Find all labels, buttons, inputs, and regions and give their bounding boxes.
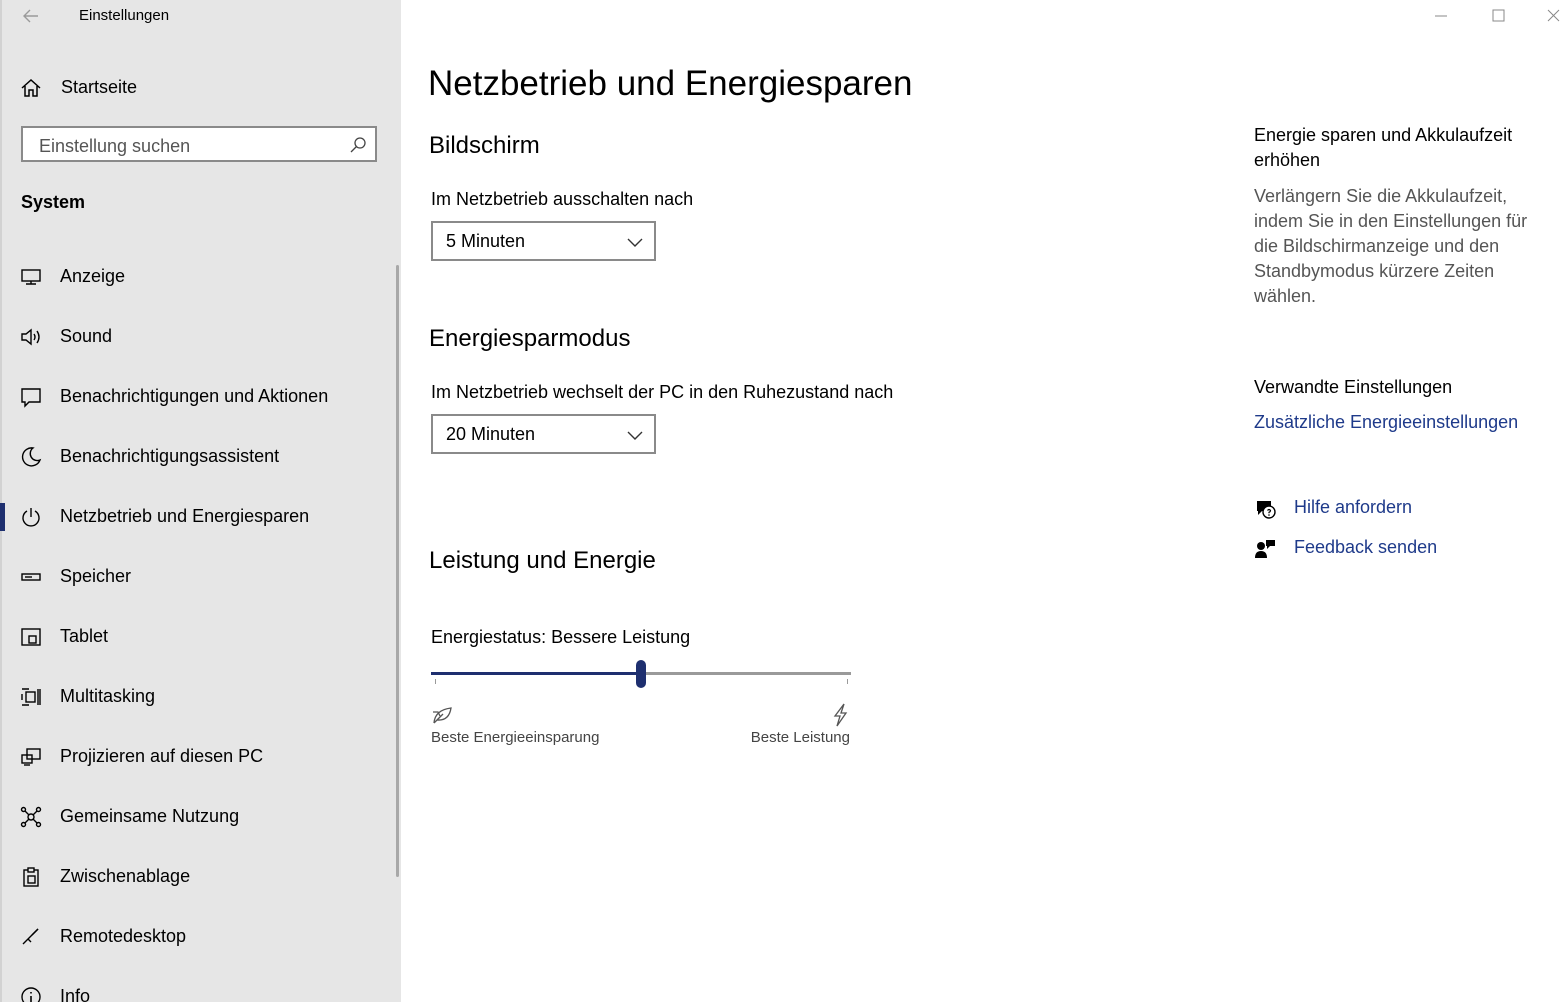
minimize-icon — [1418, 0, 1464, 32]
sleep-timeout-dropdown[interactable] — [431, 414, 656, 454]
sidebar-item-label: Zwischenablage — [60, 866, 191, 886]
selection-indicator — [0, 503, 5, 531]
sidebar-item-label: Tablet — [60, 626, 109, 646]
sidebar-item-label: Remotedesktop — [60, 926, 187, 946]
power-icon — [20, 506, 42, 528]
page-title: Netzbetrieb und Energiesparen — [428, 64, 913, 103]
tablet-icon — [20, 626, 42, 648]
get-help-label: Hilfe anfordern — [1294, 497, 1413, 517]
sidebar-item-label: Netzbetrieb und Energiesparen — [60, 506, 310, 526]
chevron-down-icon — [626, 428, 644, 442]
speaker-icon — [20, 326, 42, 348]
chevron-down-icon — [626, 235, 644, 249]
home-icon — [20, 77, 42, 99]
sleep-timeout-value: 20 Minuten — [446, 424, 536, 444]
sidebar-item-gemeinsame-nutzung[interactable] — [0, 787, 395, 847]
sidebar-item-label: Projizieren auf diesen PC — [60, 746, 264, 766]
power-status-label: Energiestatus: Bessere Leistung — [431, 627, 691, 647]
slider-caption-left: Beste Energieeinsparung — [431, 729, 600, 746]
sidebar-item-label: Benachrichtigungsassistent — [60, 446, 280, 466]
slider-caption-right: Beste Leistung — [750, 729, 850, 746]
section-heading-energiesparmodus: Energiesparmodus — [429, 325, 631, 352]
sidebar-item-benachrichtigungen[interactable] — [0, 367, 395, 427]
sidebar — [0, 0, 401, 1002]
search-input[interactable] — [37, 134, 341, 158]
section-heading-bildschirm: Bildschirm — [429, 132, 540, 159]
sidebar-item-label: Speicher — [60, 566, 132, 586]
tip-text: Verlängern Sie die Akkulaufzeit, indem Sie in den Einstellungen für die Bildschirmanzeige und den Standbymodus kürzere Zeiten wählen. — [1254, 186, 1528, 306]
lightning-icon — [830, 703, 850, 727]
screen-timeout-dropdown[interactable] — [431, 221, 656, 261]
slider-tick — [847, 679, 848, 684]
additional-power-settings-link[interactable]: Zusätzliche Energieeinstellungen — [1254, 412, 1519, 432]
remote-desktop-icon — [20, 926, 42, 948]
related-settings-title: Verwandte Einstellungen — [1254, 377, 1453, 397]
search-box[interactable] — [21, 126, 377, 162]
sidebar-section-label: System — [21, 192, 86, 212]
sidebar-item-remotedesktop[interactable] — [0, 907, 395, 967]
app-title: Einstellungen — [79, 7, 170, 24]
sidebar-item-label: Anzeige — [60, 266, 126, 286]
sidebar-item-info[interactable] — [0, 967, 395, 1002]
sidebar-item-zwischenablage[interactable] — [0, 847, 395, 907]
slider-track-empty — [641, 672, 851, 675]
power-mode-slider[interactable] — [431, 660, 851, 690]
sidebar-home-label: Startseite — [61, 77, 138, 97]
multitasking-icon — [20, 686, 42, 708]
leaf-icon — [431, 704, 453, 726]
sidebar-item-label: Multitasking — [60, 686, 156, 706]
notification-icon — [20, 386, 42, 408]
sidebar-item-label: Info — [60, 986, 91, 1002]
sleep-timeout-label: Im Netzbetrieb wechselt der PC in den Ruhezustand nach — [431, 382, 894, 402]
feedback-icon — [1254, 538, 1276, 560]
minimize-button[interactable] — [1418, 0, 1464, 32]
screen-timeout-value: 5 Minuten — [446, 231, 526, 251]
back-button[interactable] — [20, 4, 42, 28]
sidebar-item-speicher[interactable] — [0, 547, 395, 607]
monitor-icon — [20, 266, 42, 288]
close-button[interactable] — [1530, 0, 1565, 32]
project-icon — [20, 746, 42, 768]
sidebar-nav — [0, 247, 395, 1002]
tip-title: Energie sparen und Akkulaufzeit erhöhen — [1254, 125, 1513, 170]
back-arrow-icon — [20, 4, 42, 28]
sidebar-item-label: Benachrichtigungen und Aktionen — [60, 386, 329, 406]
sidebar-item-label: Sound — [60, 326, 113, 346]
sidebar-home[interactable] — [0, 66, 390, 110]
sidebar-item-multitasking[interactable] — [0, 667, 395, 727]
sidebar-item-netzbetrieb[interactable] — [0, 487, 395, 547]
slider-track-filled — [431, 672, 641, 675]
clipboard-icon — [20, 866, 42, 888]
sidebar-scrollbar[interactable] — [396, 265, 399, 877]
help-chat-icon — [1254, 498, 1276, 520]
screen-timeout-label: Im Netzbetrieb ausschalten nach — [431, 189, 694, 209]
slider-thumb[interactable] — [636, 660, 646, 688]
storage-icon — [20, 566, 42, 588]
sidebar-item-projizieren[interactable] — [0, 727, 395, 787]
slider-tick — [435, 679, 436, 684]
sidebar-item-sound[interactable] — [0, 307, 395, 367]
sidebar-item-anzeige[interactable] — [0, 247, 395, 307]
sidebar-item-tablet[interactable] — [0, 607, 395, 667]
section-heading-leistung: Leistung und Energie — [429, 547, 656, 574]
sidebar-item-label: Gemeinsame Nutzung — [60, 806, 240, 826]
close-icon — [1530, 0, 1565, 32]
maximize-button[interactable] — [1475, 0, 1521, 32]
info-icon — [20, 986, 42, 1002]
search-icon[interactable] — [349, 136, 367, 154]
maximize-icon — [1475, 0, 1521, 32]
send-feedback-label: Feedback senden — [1294, 537, 1438, 557]
sidebar-item-benachrichtigungsassistent[interactable] — [0, 427, 395, 487]
share-icon — [20, 806, 42, 828]
moon-icon — [20, 446, 42, 468]
